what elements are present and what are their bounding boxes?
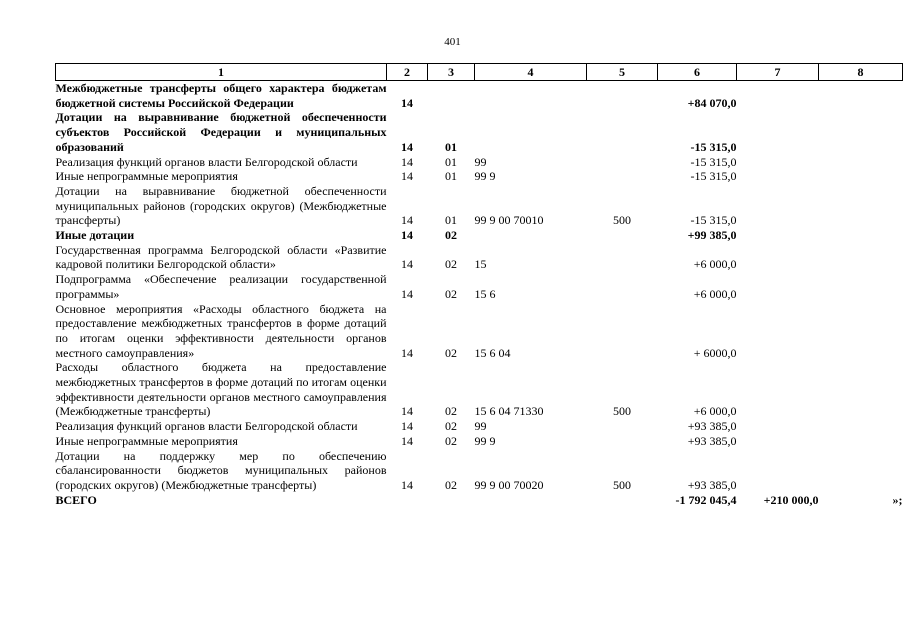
row-description: Иные дотации — [55, 228, 135, 243]
amount-col-6: -1 792 045,4 — [675, 492, 737, 507]
subsection-code: 01 — [445, 213, 457, 228]
target-article-code: 99 9 00 70020 — [474, 477, 544, 492]
subsection-code: 02 — [445, 433, 457, 448]
page-number: 401 — [444, 36, 461, 48]
column-header: 4 — [475, 64, 587, 81]
section-code — [387, 493, 428, 508]
column-header: 6 — [658, 64, 737, 81]
expense-type-code — [587, 81, 658, 111]
section-code: 14 — [401, 345, 413, 360]
amount-col-6: +93 385,0 — [687, 433, 737, 448]
row-description: Реализация функций органов власти Белгородской области — [55, 154, 358, 169]
expense-type-code — [587, 493, 658, 508]
section-code: 14 — [401, 419, 413, 434]
section-code: 14 — [401, 169, 413, 184]
col-8-cell: »; — [892, 492, 903, 507]
column-header: 5 — [587, 64, 658, 81]
row-description: Межбюджетные трансферты общего характера бюджетам бюджетной системы Российской Федерации — [55, 81, 387, 110]
amount-col-6: -15 315,0 — [690, 213, 737, 228]
col-8-cell — [819, 110, 903, 154]
expense-type-code — [587, 228, 658, 243]
column-header: 1 — [56, 64, 387, 81]
section-code: 14 — [401, 228, 413, 243]
expense-type-code — [587, 243, 658, 272]
table-row — [56, 419, 903, 434]
target-article-code: 15 — [474, 257, 487, 272]
row-description: Дотации на выравнивание бюджетной обеспеченности субъектов Российской Федерации и муниципальных образований — [55, 110, 387, 154]
amount-col-6: -15 315,0 — [690, 169, 737, 184]
section-code: 14 — [401, 433, 413, 448]
table-row — [56, 360, 903, 419]
row-description: Подпрограмма «Обеспечение реализации государственной программы» — [55, 272, 387, 301]
table-row — [56, 272, 903, 301]
amount-col-7 — [737, 272, 819, 301]
target-article-code — [475, 81, 587, 111]
target-article-code: 99 9 00 70010 — [474, 213, 544, 228]
table-row — [56, 243, 903, 272]
amount-col-6: +6 000,0 — [693, 257, 737, 272]
expense-type-code — [587, 155, 658, 170]
target-article-code: 99 9 — [474, 169, 496, 184]
section-code: 14 — [401, 404, 413, 419]
amount-col-6: +93 385,0 — [687, 419, 737, 434]
amount-col-7 — [737, 110, 819, 154]
amount-col-6: + 6000,0 — [693, 345, 737, 360]
col-8-cell — [819, 243, 903, 272]
row-description: Реализация функций органов власти Белгородской области — [55, 419, 358, 434]
col-8-cell — [819, 272, 903, 301]
amount-col-6: -15 315,0 — [690, 154, 737, 169]
section-code: 14 — [401, 477, 413, 492]
amount-col-7 — [737, 360, 819, 419]
section-code: 14 — [401, 286, 413, 301]
row-description: Дотации на поддержку мер по обеспечению сбалансированности бюджетов муниципальных районов (городских округов) (Межбюджетные трансферты) — [55, 448, 387, 492]
row-description: ВСЕГО — [55, 492, 97, 507]
expense-type-code: 500 — [613, 404, 631, 419]
section-code: 14 — [401, 213, 413, 228]
subsection-code: 02 — [445, 345, 457, 360]
table-row — [56, 184, 903, 228]
expense-type-code: 500 — [613, 213, 631, 228]
amount-col-6: +6 000,0 — [693, 404, 737, 419]
table-header-row — [56, 64, 903, 81]
subsection-code: 02 — [445, 477, 457, 492]
table-row — [56, 493, 903, 508]
col-8-cell — [819, 155, 903, 170]
section-code: 14 — [401, 139, 413, 154]
target-article-code — [475, 228, 587, 243]
table-body — [56, 81, 903, 508]
col-8-cell — [819, 169, 903, 184]
subsection-code: 02 — [445, 257, 457, 272]
expense-type-code — [587, 419, 658, 434]
column-header: 8 — [819, 64, 903, 81]
table-row — [56, 155, 903, 170]
row-description: Основное мероприятия «Расходы областного бюджета на предоставление межбюджетных трансфертов в форме дотаций по итогам оценки эффективности деятельности органов местного самоуправления» — [55, 301, 387, 360]
target-article-code — [475, 493, 587, 508]
col-8-cell — [819, 184, 903, 228]
expense-type-code — [587, 110, 658, 154]
subsection-code — [428, 493, 475, 508]
col-8-cell — [819, 81, 903, 111]
column-header: 3 — [428, 64, 475, 81]
amount-col-6: -15 315,0 — [690, 139, 737, 154]
amount-col-7 — [737, 155, 819, 170]
row-description: Иные непрограммные мероприятия — [55, 433, 238, 448]
subsection-code: 02 — [445, 419, 457, 434]
section-code: 14 — [401, 154, 413, 169]
subsection-code: 01 — [445, 169, 457, 184]
row-description: Расходы областного бюджета на предоставление межбюджетных трансфертов в форме дотаций по итогам оценки эффективности деятельности органов местного самоуправления (Межбюджетные трансферты) — [55, 360, 387, 419]
amount-col-7 — [737, 81, 819, 111]
section-code: 14 — [401, 257, 413, 272]
expense-type-code — [587, 272, 658, 301]
amount-col-6: +99 385,0 — [687, 228, 737, 243]
subsection-code: 01 — [445, 139, 457, 154]
table-row — [56, 449, 903, 493]
subsection-code: 02 — [445, 286, 457, 301]
col-8-cell — [819, 302, 903, 361]
amount-col-7: +210 000,0 — [763, 492, 819, 507]
expense-type-code — [587, 302, 658, 361]
target-article-code: 15 6 — [474, 286, 496, 301]
expense-type-code: 500 — [613, 477, 631, 492]
col-8-cell — [819, 228, 903, 243]
column-header: 2 — [387, 64, 428, 81]
table-row — [56, 81, 903, 111]
amount-col-7 — [737, 243, 819, 272]
row-description: Иные непрограммные мероприятия — [55, 169, 238, 184]
expense-type-code — [587, 169, 658, 184]
amount-col-6: +84 070,0 — [687, 95, 737, 110]
amount-col-7 — [737, 228, 819, 243]
table-row — [56, 169, 903, 184]
column-header: 7 — [737, 64, 819, 81]
amount-col-7 — [737, 184, 819, 228]
expense-type-code — [587, 434, 658, 449]
amount-col-7 — [737, 419, 819, 434]
table-row — [56, 434, 903, 449]
amount-col-6: +6 000,0 — [693, 286, 737, 301]
target-article-code: 99 — [474, 154, 487, 169]
row-description: Дотации на выравнивание бюджетной обеспеченности муниципальных районов (городских округов) (Межбюджетные трансферты) — [55, 183, 387, 228]
amount-col-7 — [737, 434, 819, 449]
subsection-code: 02 — [445, 404, 457, 419]
target-article-code: 15 6 04 71330 — [474, 404, 544, 419]
amount-col-7 — [737, 169, 819, 184]
col-8-cell — [819, 419, 903, 434]
row-description: Государственная программа Белгородской области «Развитие кадровой политики Белгородской области» — [55, 242, 387, 272]
table-row — [56, 228, 903, 243]
col-8-cell — [819, 434, 903, 449]
target-article-code: 99 9 — [474, 433, 496, 448]
table-row — [56, 302, 903, 361]
subsection-code: 01 — [445, 154, 457, 169]
col-8-cell — [819, 360, 903, 419]
target-article-code: 99 — [474, 419, 487, 434]
target-article-code — [475, 110, 587, 154]
amount-col-7 — [737, 449, 819, 493]
amount-col-7 — [737, 302, 819, 361]
table-row — [56, 110, 903, 154]
subsection-code — [428, 81, 475, 111]
budget-table — [55, 63, 903, 507]
col-8-cell — [819, 449, 903, 493]
target-article-code: 15 6 04 — [474, 345, 511, 360]
amount-col-6: +93 385,0 — [687, 477, 737, 492]
section-code: 14 — [401, 95, 413, 110]
subsection-code: 02 — [445, 228, 457, 243]
